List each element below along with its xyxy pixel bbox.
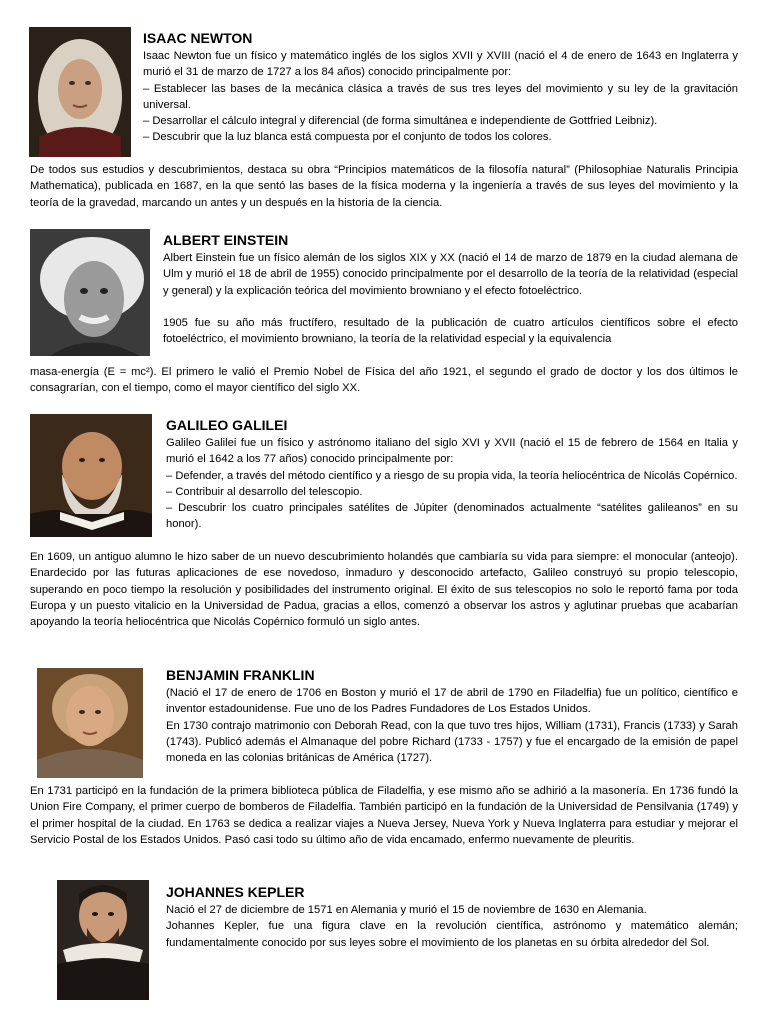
paragraph: Galileo Galilei fue un físico y astrónomo italiano del siglo XVI y XVII (nació el 15 de febrero de 1564 en Italia y murió el 1642 a los 77 años) conocido principalmente por: [166,437,738,466]
albert-einstein-portrait [30,229,150,356]
paragraph: – Establecer las bases de la mecánica clásica a través de sus tres leyes del movimiento y su ley de la gravitación universal. [143,82,738,111]
side-text [166,685,738,766]
side-text [163,250,738,347]
paragraph: Johannes Kepler, fue una figura clave en la revolución científica, astrónomo y matemático alemán; fundamentalmente conocido por sus leyes sobre el movimiento de los planetas en su órbita alrededor del Sol. [166,920,738,949]
side-text [143,48,738,146]
paragraph: – Contribuir al desarrollo del telescopio. [166,485,363,498]
paragraph: En 1609, un antiguo alumno le hizo saber de un nuevo descubrimiento holandés que cambiaría su vida para siempre: el monocular (anteojo). Enardecido por las futuras aplicaciones de ese novedoso, inmaduro y desconocido artefacto, Galileo construyó su propio telescopio, superando en poco tiempo la resolución y posibilidades del instrumento original. El éxito de sus telescopios no solo le reportó fama por toda Europa y un puesto vitalicio en la Universidad de Padua, gracias a ellos, comenzó a observar los astros y aglutinar pruebas que acabarían apoyando la teoría heliocéntrica que Nicolás Copérnico formuló un siglo antes. [30,551,738,629]
paragraph: (Nació el 17 de enero de 1706 en Boston y murió el 17 de abril de 1790 en Filadelfia) fue un político, científico e inventor estadounidense. Fue uno de los Padres Fundadores de Los Estados Unidos. [166,687,738,716]
paragraph: 1905 fue su año más fructífero, resultado de la publicación de cuatro artículos científicos sobre el efecto fotoeléctrico, el movimiento browniano, la teoría de la relatividad especial y la equivalencia [163,316,738,346]
side-text [166,435,738,533]
full-text [30,783,738,848]
section-title: ISAAC NEWTON [143,30,253,46]
paragraph: Albert Einstein fue un físico alemán de los siglos XIX y XX (nació el 14 de marzo de 1879 en la ciudad alemana de Ulm y murió el 18 de abril de 1955) conocido principalmente por el desarrollo de la teoría de la relatividad (especial y general) y la explicación teórica del movimiento browniano y el efecto fotoeléctrico. [163,252,738,297]
paragraph: – Desarrollar el cálculo integral y diferencial (de forma simultánea e independiente de Gottfried Leibniz). [143,115,658,128]
section-title: ALBERT EINSTEIN [163,232,289,248]
paragraph: Isaac Newton fue un físico y matemático inglés de los siglos XVII y XVIII (nació el 4 de enero de 1643 en Inglaterra y murió el 31 de marzo de 1727 a los 84 años) conocido principalmente por: [143,50,738,79]
paragraph: Nació el 27 de diciembre de 1571 en Alemania y murió el 15 de noviembre de 1630 en Alemania. [166,904,647,916]
paragraph: En 1730 contrajo matrimonio con Deborah Read, con la que tuvo tres hijos, William (1731), Francis (1733) y Sarah (1743). Publicó además el Almanaque del pobre Richard (1733 - 1757) y fue el encargado de la emisión de papel moneda en las colonias británicas de América (1727). [166,719,738,765]
isaac-newton-portrait [29,27,131,157]
section-title: GALILEO GALILEI [166,417,288,433]
full-text [30,162,738,211]
section-title: JOHANNES KEPLER [166,884,305,900]
section-title: BENJAMIN FRANKLIN [166,667,315,683]
full-text [30,549,738,630]
full-text [30,364,738,397]
paragraph: – Descubrir que la luz blanca está compuesta por el conjunto de todos los colores. [143,131,552,144]
paragraph: De todos sus estudios y descubrimientos, destaca su obra “Principios matemáticos de la filosofía natural” (Philosophiae Naturalis Principia Mathematica), publicada en 1687, en la que sentó las bases de la física moderna y la ingeniería a través de sus leyes del movimiento y la teoría de la gravedad, marcando un antes y un después en la historia de la ciencia. [30,164,738,209]
benjamin-franklin-portrait [37,668,143,778]
galileo-galilei-portrait [30,414,152,537]
paragraph: En 1731 participó en la fundación de la primera biblioteca pública de Filadelfia, y ese mismo año se adhirió a la masonería. En 1736 fundó la Union Fire Company, el primer cuerpo de bomberos de Filadelfia. También participó en la fundación de la Universidad de Pensilvania (1749) y el primer hospital de la ciudad. En 1763 se dedica a realizar viajes a Nueva Jersey, Nueva York y Nueva Inglaterra para estudiar y mejorar el Servicio Postal de los Estados Unidos. Pasó casi todo su último año de vida encamado, enfermo nuevamente de pleuritis. [30,785,738,846]
johannes-kepler-portrait [57,880,149,1000]
paragraph: – Descubrir los cuatro principales satélites de Júpiter (denominados actualmente “satélites galileanos” en su honor). [166,502,738,531]
side-text [166,902,738,951]
paragraph: masa-energía (E = mc²). El primero le valió el Premio Nobel de Física del año 1921, el segundo el grado de doctor y los dos últimos le consagrarían, con el tiempo, como el mayor científico del siglo XX. [30,366,738,395]
paragraph: – Defender, a través del método científico y a riesgo de su propia vida, la teoría heliocéntrica de Nicolás Copérnico. [166,469,738,482]
